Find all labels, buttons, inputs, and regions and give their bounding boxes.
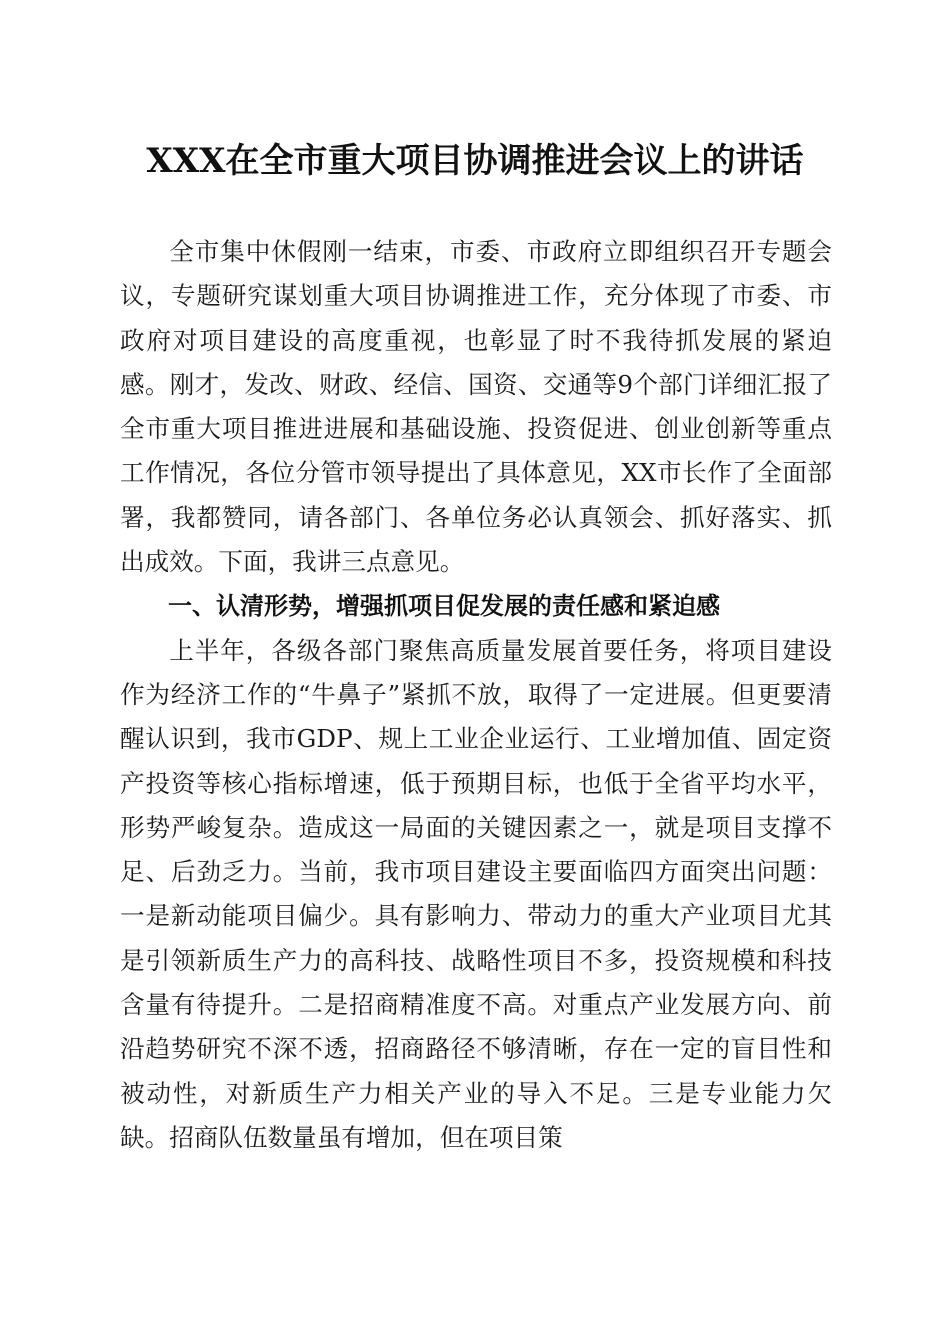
document-body bbox=[120, 230, 832, 1160]
intro-paragraph: 全市集中休假刚一结束，市委、市政府立即组织召开专题会议，专题研究谋划重大项目协调推进工作，充分体现了市委、市政府对项目建设的高度重视，也彰显了时不我待抓发展的紧迫感。刚才，发改、财政、经信、国资、交通等9个部门详细汇报了全市重大项目推进进展和基础设施、投资促进、创业创新等重点工作情况，各位分管市领导提出了具体意见，XX市长作了全面部署，我都赞同，请各部门、各单位务必认真领会、抓好落实、抓出成效。下面，我讲三点意见。 bbox=[120, 237, 832, 577]
section-heading: 一、认清形势，增强抓项目促发展的责任感和紧迫感 bbox=[168, 592, 720, 621]
document-title: XXX在全市重大项目协调推进会议上的讲话 bbox=[146, 141, 804, 181]
section-paragraph: 上半年，各级各部门聚焦高质量发展首要任务，将项目建设作为经济工作的“牛鼻子”紧抓不放，取得了一定进展。但更要清醒认识到，我市GDP、规上工业企业运行、工业增加值、固定资产投资等核心指标增速，低于预期目标，也低于全省平均水平，形势严峻复杂。造成这一局面的关键因素之一，就是项目支撑不足、后劲乏力。当前，我市项目建设主要面临四方面突出问题：一是新动能项目偏少。具有影响力、带动力的重大产业项目尤其是引领新质生产力的高科技、战略性项目不多，投资规模和科技含量有待提升。二是招商精准度不高。对重点产业发展方向、前沿趋势研究不深不透，招商路径不够清晰，存在一定的盲目性和被动性，对新质生产力相关产业的导入不足。三是专业能力欠缺。招商队伍数量虽有增加，但在项目策 bbox=[120, 635, 832, 1152]
